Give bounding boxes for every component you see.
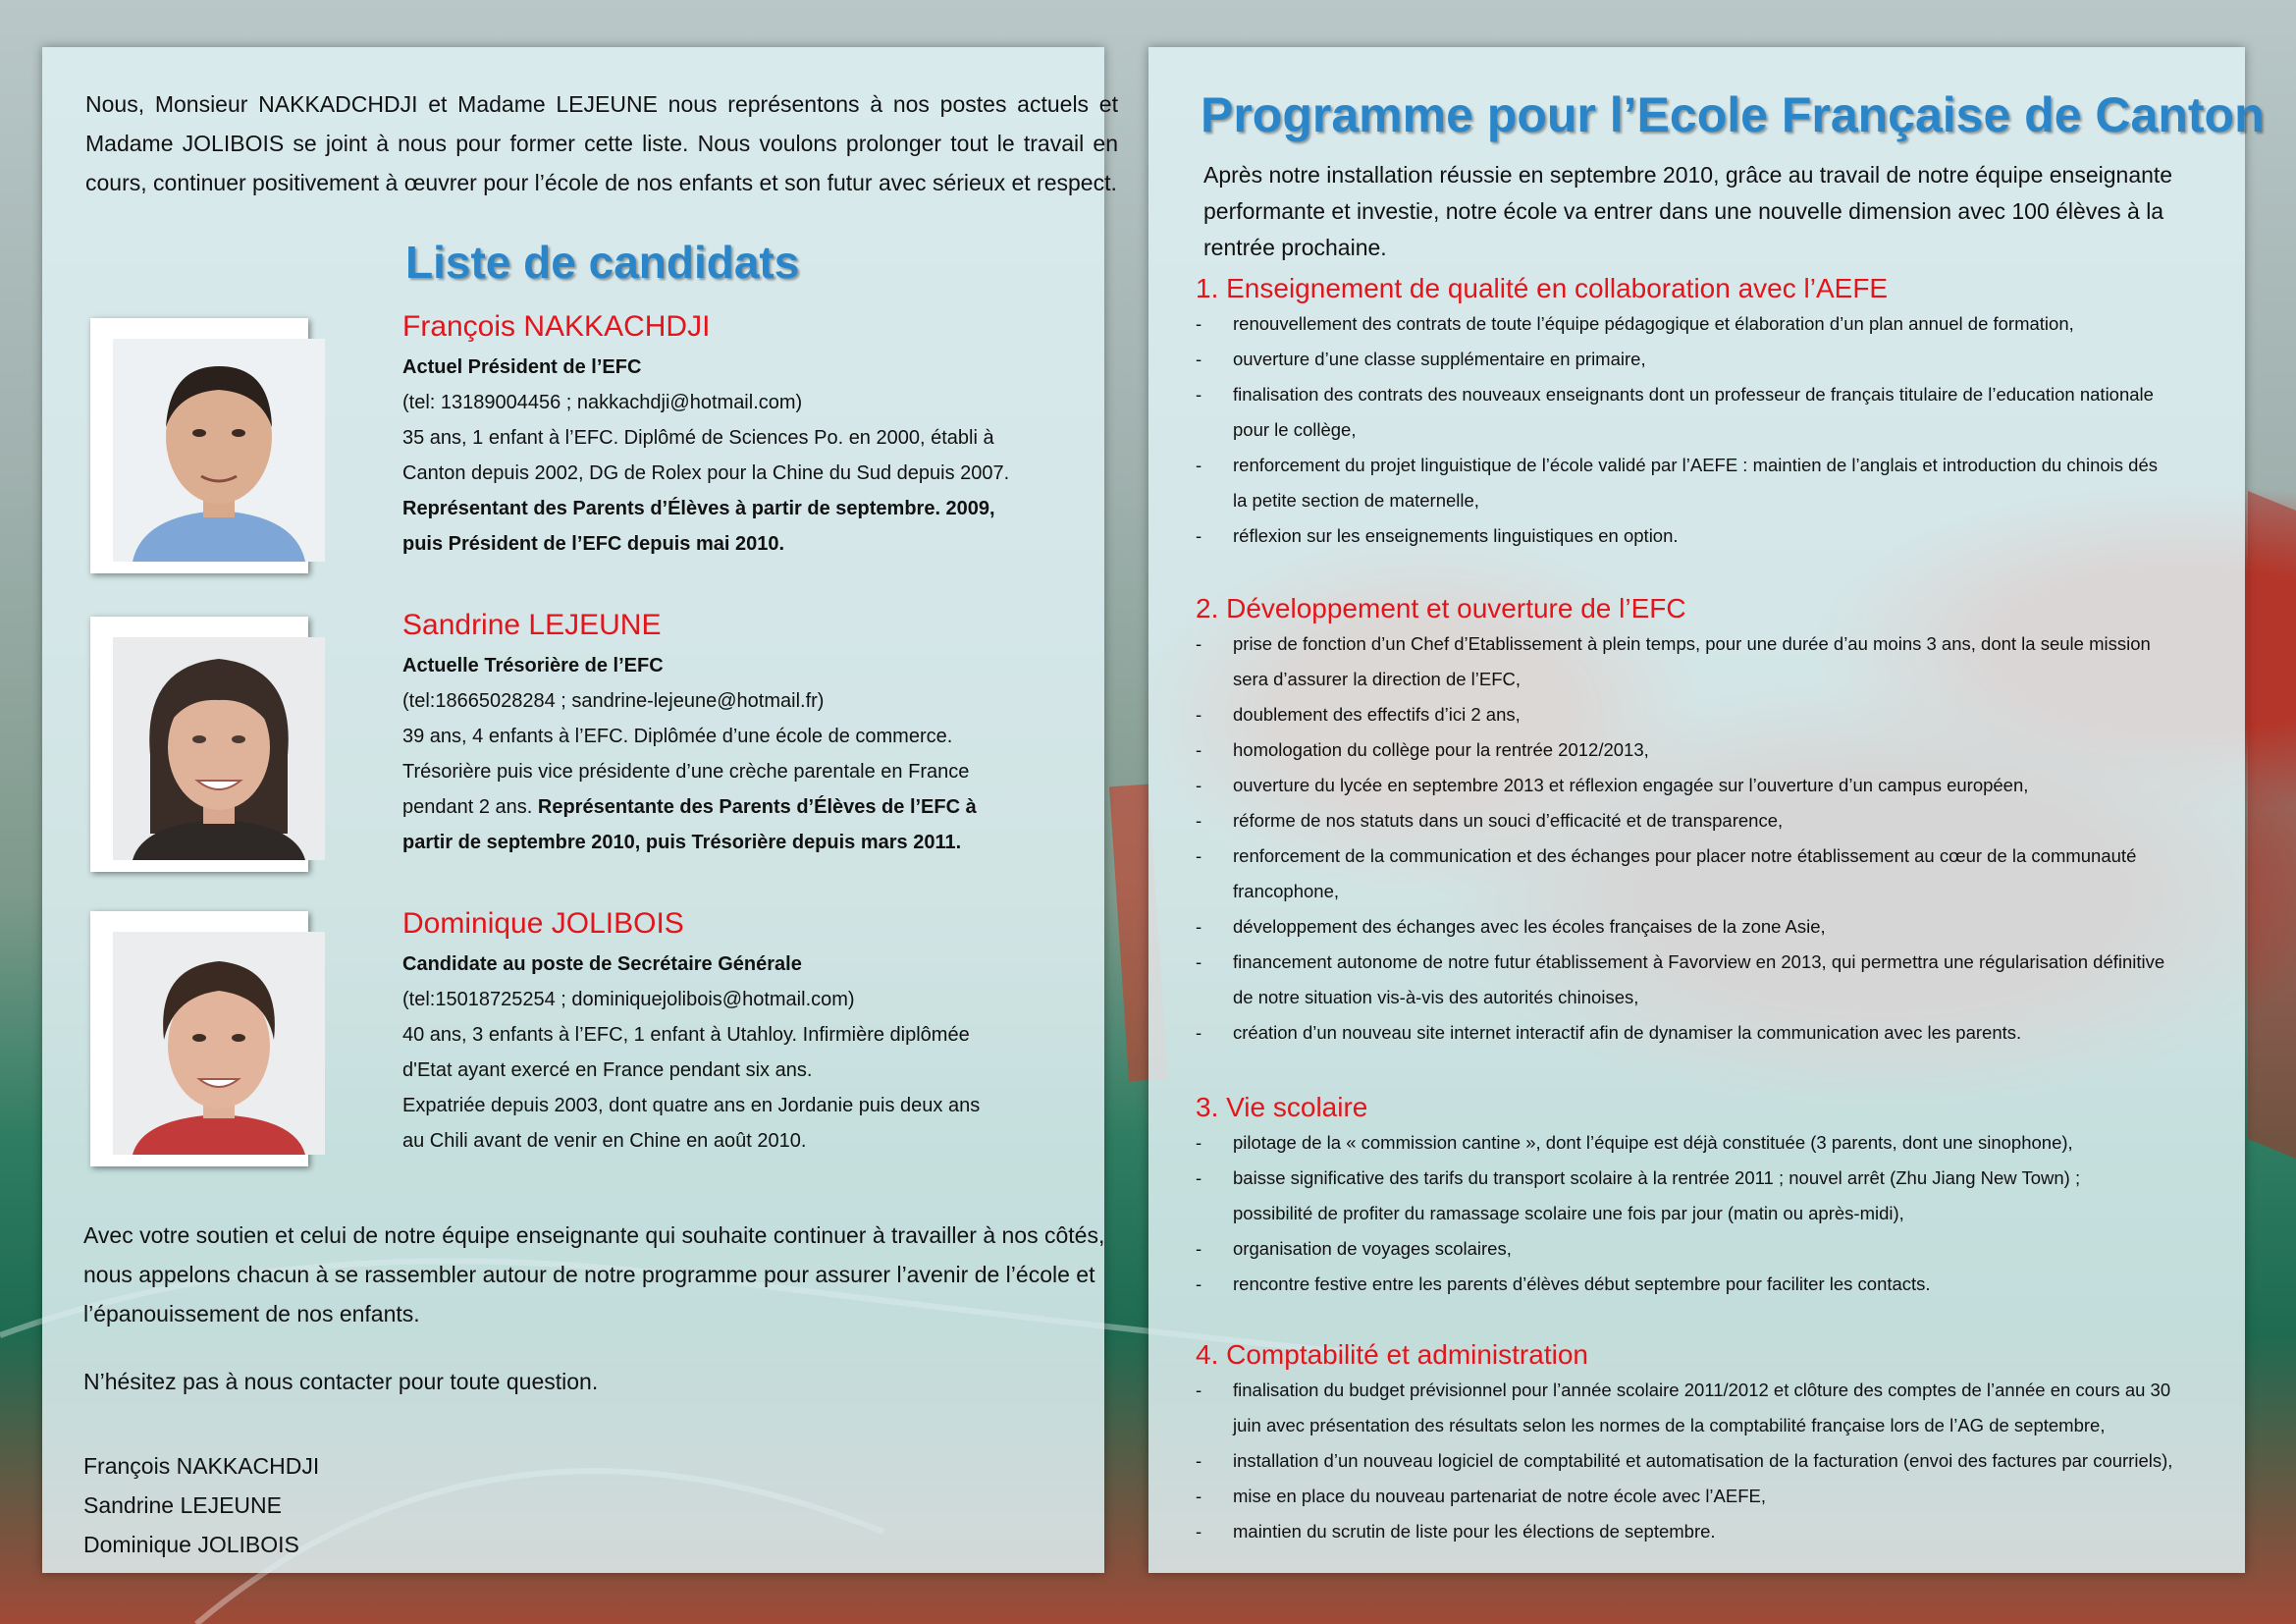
- bullet-text: - création d’un nouveau site internet interactif afin de dynamiser la communication avec les parents.: [1233, 1022, 2022, 1043]
- bullet-text: - installation d’un nouveau logiciel de comptabilité et automatisation de la facturation (envoi des factures par courriels),: [1233, 1450, 2173, 1471]
- bullet-text: - ouverture d’une classe supplémentaire en primaire,: [1233, 349, 1646, 369]
- candidate-name: Sandrine LEJEUNE: [402, 609, 662, 641]
- portrait-woman-icon: [113, 932, 325, 1155]
- bullet-text: - pilotage de la « commission cantine », dont l’équipe est déjà constituée (3 parents, dont une sinophone),: [1233, 1132, 2073, 1153]
- bullet-text: possibilité de profiter du ramassage scolaire une fois par jour (matin ou après-midi),: [1233, 1203, 1904, 1223]
- programme-intro: Après notre installation réussie en septembre 2010, grâce au travail de notre équipe enseignante performante et investie, notre école va entrer dans une nouvelle dimension avec 100 élèves à la rentrée prochaine.: [1203, 162, 2173, 260]
- bullet-item: [1196, 1161, 2236, 1231]
- bullet-text: - financement autonome de notre futur établissement à Favorview en 2013, qui permettra une régularisation définitive: [1233, 951, 2165, 972]
- portrait-man-icon: [113, 339, 325, 562]
- bullet-text: - renforcement du projet linguistique de l’école validé par l’AEFE : maintien de l’anglais et introduction du chinois dés: [1233, 455, 2158, 475]
- programme-section: [1196, 593, 2236, 1051]
- candidate-contact: (tel: 13189004456 ; nakkachdji@hotmail.com): [402, 392, 803, 413]
- bullet-item: [1196, 839, 2236, 909]
- candidate-bio-line: Représentant des Parents d’Élèves à partir de septembre. 2009,: [402, 498, 995, 519]
- bullet-text: - maintien du scrutin de liste pour les élections de septembre.: [1233, 1521, 1716, 1542]
- section-title: 2. Développement et ouverture de l’EFC: [1196, 593, 1686, 623]
- candidate-role: Candidate au poste de Secrétaire Générale: [402, 953, 802, 975]
- bullet-text: - réflexion sur les enseignements linguistiques en option.: [1233, 525, 1679, 546]
- programme-section: [1196, 273, 2236, 554]
- candidate-bio-text: pendant 2 ans.: [402, 796, 538, 818]
- bullet-text: - renouvellement des contrats de toute l’équipe pédagogique et élaboration d’un plan annuel de formation,: [1233, 313, 2074, 334]
- candidate-photo-jolibois: [90, 911, 308, 1166]
- closing-paragraph: Avec votre soutien et celui de notre équipe enseignante qui souhaite continuer à travailler à nos côtés, nous appelons chacun à se rassembler autour de notre programme pour assurer l’avenir de l’école et l’épanouissement de nos enfants.: [83, 1222, 1105, 1326]
- candidate-bio-line: 39 ans, 4 enfants à l’EFC. Diplômée d’une école de commerce.: [402, 726, 953, 747]
- programme-title: Programme pour l’Ecole Française de Canton: [1201, 87, 2265, 142]
- bullet-text: - doublement des effectifs d’ici 2 ans,: [1233, 704, 1521, 725]
- bullet-item: [1196, 1015, 2236, 1051]
- candidate-role: Actuelle Trésorière de l’EFC: [402, 655, 664, 677]
- bullet-item: [1196, 697, 2236, 732]
- bullet-item: [1196, 1125, 2236, 1161]
- candidate-bio-line: [402, 789, 1109, 825]
- bullet-text: - mise en place du nouveau partenariat de notre école avec l’AEFE,: [1233, 1486, 1766, 1506]
- bullet-item: [1196, 377, 2236, 448]
- bullet-text: - réforme de nos statuts dans un souci d’efficacité et de transparence,: [1233, 810, 1784, 831]
- programme-section: [1196, 1339, 2236, 1549]
- section-title: 3. Vie scolaire: [1196, 1092, 1368, 1122]
- bullet-item: [1196, 518, 2236, 554]
- signature-name: Dominique JOLIBOIS: [83, 1532, 299, 1557]
- bullet-text: de notre situation vis-à-vis des autorités chinoises,: [1233, 987, 1639, 1007]
- candidate-contact: (tel:18665028284 ; sandrine-lejeune@hotmail.fr): [402, 690, 825, 712]
- candidate-contact: (tel:15018725254 ; dominiquejolibois@hotmail.com): [402, 989, 855, 1010]
- candidate-role: Actuel Président de l’EFC: [402, 356, 642, 378]
- section-title: 4. Comptabilité et administration: [1196, 1339, 1588, 1370]
- bullet-text: la petite section de maternelle,: [1233, 490, 1479, 511]
- intro-paragraph: Nous, Monsieur NAKKADCHDJI et Madame LEJEUNE nous représentons à nos postes actuels et Madame JOLIBOIS se joint à nous pour former cette liste. Nous voulons prolonger tout le travail en cours, continuer positivement à œuvrer pour l’école de nos enfants et son futur avec sérieux et respect.: [85, 91, 1118, 195]
- candidate-bio-line: Trésorière puis vice présidente d’une crèche parentale en France: [402, 761, 970, 783]
- bullet-item: [1196, 1231, 2236, 1267]
- candidate-nakkachdji: [402, 310, 1109, 562]
- candidate-bio-line: puis Président de l’EFC depuis mai 2010.: [402, 533, 785, 555]
- bullet-item: [1196, 1373, 2236, 1443]
- bullet-text: juin avec présentation des résultats selon les normes de la comptabilité française lors de l’AG de septembre,: [1233, 1415, 2106, 1435]
- bullet-item: [1196, 1267, 2236, 1302]
- candidate-jolibois: [402, 907, 1109, 1159]
- bullet-text: sera d’assurer la direction de l’EFC,: [1233, 669, 1522, 689]
- bullet-text: - renforcement de la communication et des échanges pour placer notre établissement au cœur de la communauté: [1233, 845, 2137, 866]
- portrait-woman-icon: [113, 637, 325, 860]
- bullet-item: [1196, 306, 2236, 342]
- bullet-item: [1196, 1479, 2236, 1514]
- section-title: 1. Enseignement de qualité en collaboration avec l’AEFE: [1196, 273, 1889, 303]
- bullet-text: - rencontre festive entre les parents d’élèves début septembre pour faciliter les contacts.: [1233, 1273, 1931, 1294]
- candidate-bio-line: au Chili avant de venir en Chine en août 2010.: [402, 1130, 807, 1152]
- candidates-panel: [42, 47, 1118, 1573]
- signature-name: François NAKKACHDJI: [83, 1453, 320, 1479]
- bullet-text: - développement des échanges avec les écoles françaises de la zone Asie,: [1233, 916, 1826, 937]
- bullet-text: - homologation du collège pour la rentrée 2012/2013,: [1233, 739, 1649, 760]
- bullet-item: [1196, 1443, 2236, 1479]
- bullet-item: [1196, 909, 2236, 945]
- candidate-bio-line: partir de septembre 2010, puis Trésorière depuis mars 2011.: [402, 832, 962, 853]
- candidate-bio-line: Expatriée depuis 2003, dont quatre ans en Jordanie puis deux ans: [402, 1095, 981, 1116]
- bullet-text: francophone,: [1233, 881, 1340, 901]
- bullet-item: [1196, 342, 2236, 377]
- bullet-item: [1196, 803, 2236, 839]
- bullet-item: [1196, 1514, 2236, 1549]
- bullet-item: [1196, 732, 2236, 768]
- bullet-text: pour le collège,: [1233, 419, 1357, 440]
- programme-section: [1196, 1092, 2236, 1302]
- signature-name: Sandrine LEJEUNE: [83, 1492, 282, 1518]
- candidate-bio-line: 40 ans, 3 enfants à l’EFC, 1 enfant à Utahloy. Infirmière diplômée: [402, 1024, 970, 1046]
- bullet-item: [1196, 448, 2236, 518]
- signatures: [83, 1446, 319, 1564]
- bullet-text: - finalisation du budget prévisionnel pour l’année scolaire 2011/2012 et clôture des comptes de l’année en cours au 30: [1233, 1380, 2171, 1400]
- bullet-text: - finalisation des contrats des nouveaux enseignants dont un professeur de français titulaire de l’education nationale: [1233, 384, 2154, 405]
- candidate-name: Dominique JOLIBOIS: [402, 907, 684, 940]
- candidate-photo-lejeune: [90, 617, 308, 872]
- contact-invitation: N’hésitez pas à nous contacter pour toute question.: [83, 1369, 599, 1394]
- programme-panel: [1148, 47, 2265, 1573]
- candidate-name: François NAKKACHDJI: [402, 310, 711, 343]
- candidate-bio-line: 35 ans, 1 enfant à l’EFC. Diplômé de Sciences Po. en 2000, établi à: [402, 427, 994, 449]
- candidate-bio-line: Canton depuis 2002, DG de Rolex pour la Chine du Sud depuis 2007.: [402, 462, 1010, 484]
- bullet-item: [1196, 945, 2236, 1015]
- candidates-list-title: Liste de candidats: [405, 237, 800, 288]
- bullet-item: [1196, 626, 2236, 697]
- bullet-text: - ouverture du lycée en septembre 2013 et réflexion engagée sur l’ouverture d’un campus européen,: [1233, 775, 2029, 795]
- bullet-item: [1196, 768, 2236, 803]
- bullet-text: - organisation de voyages scolaires,: [1233, 1238, 1512, 1259]
- candidate-bio-text-bold: Représentante des Parents d’Élèves de l’EFC à: [537, 796, 977, 818]
- bullet-text: - baisse significative des tarifs du transport scolaire à la rentrée 2011 ; nouvel arrêt (Zhu Jiang New Town) ;: [1233, 1167, 2081, 1188]
- candidate-photo-nakkachdji: [90, 318, 308, 573]
- bullet-text: - prise de fonction d’un Chef d’Etablissement à plein temps, pour une durée d’au moins 3 ans, dont la seule mission: [1233, 633, 2151, 654]
- candidate-bio-line: d'Etat ayant exercé en France pendant six ans.: [402, 1059, 813, 1081]
- candidate-lejeune: [402, 609, 1109, 860]
